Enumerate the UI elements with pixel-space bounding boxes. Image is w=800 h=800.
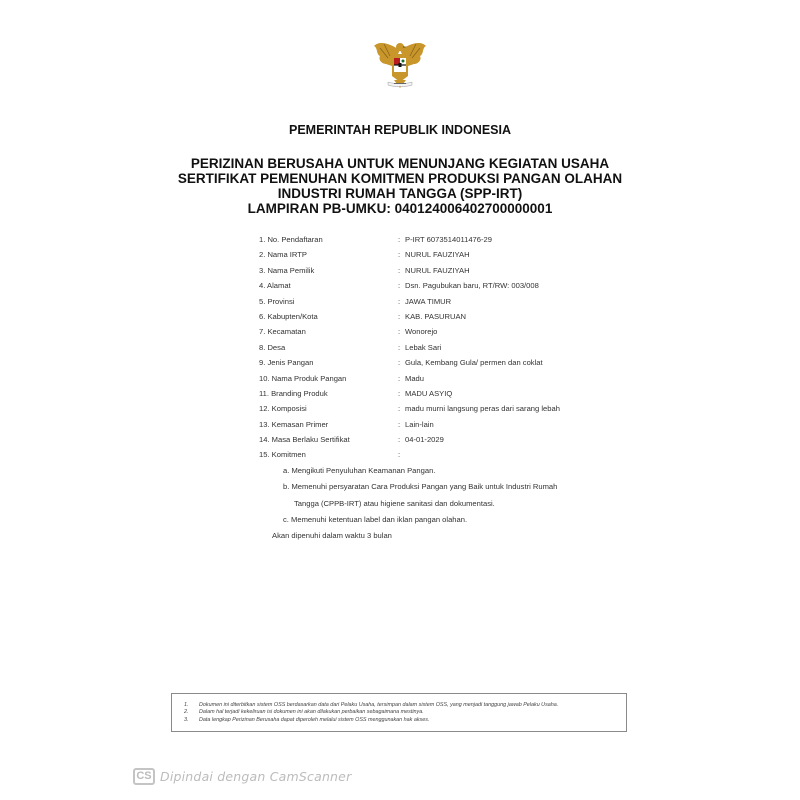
field-colon: : bbox=[398, 265, 401, 275]
field-value: P-IRT 6073514011476-29 bbox=[405, 235, 492, 244]
note-text: Data lengkap Perizinan Berusaha dapat diperoleh melalui sistem OSS menggunakan hak akses. bbox=[199, 716, 430, 723]
field-value: Lain-lain bbox=[405, 419, 434, 429]
field-komitmen bbox=[259, 449, 619, 464]
field-value: 04-01-2029 bbox=[405, 435, 444, 445]
field-value: Dsn. Pagubukan baru, RT/RW: 003/008 bbox=[405, 281, 539, 291]
field-alamat bbox=[259, 280, 619, 295]
field-label: 8. Desa bbox=[259, 342, 286, 352]
field-colon: : bbox=[398, 373, 401, 383]
footer-note-3 bbox=[184, 717, 558, 724]
garuda-emblem-icon bbox=[370, 36, 430, 94]
field-colon: : bbox=[398, 296, 401, 306]
field-value: KAB. PASURUAN bbox=[405, 311, 467, 321]
field-label: 13. Kemasan Primer bbox=[259, 419, 329, 429]
field-colon: : bbox=[398, 450, 401, 460]
field-colon: : bbox=[398, 342, 401, 352]
title-line-3: INDUSTRI RUMAH TANGGA (SPP-IRT) bbox=[277, 186, 523, 201]
note-text: Dokumen ini diterbitkan sistem OSS berdasarkan data dari Pelaku Usaha, tersimpan dalam sistem OSS, yang menjadi tanggung jawab Pelaku Usaha. bbox=[199, 702, 559, 708]
note-number: 1. bbox=[184, 702, 189, 708]
field-masa-berlaku bbox=[259, 434, 619, 449]
note-number: 2. bbox=[184, 709, 189, 716]
certificate-fields bbox=[259, 234, 619, 465]
field-colon: : bbox=[398, 358, 401, 368]
field-branding-produk bbox=[259, 388, 619, 403]
field-colon: : bbox=[398, 327, 401, 337]
field-value: MADU ASYIQ bbox=[405, 388, 453, 398]
footer-notes bbox=[184, 702, 558, 724]
commitment-c: c. Memenuhi ketentuan label dan iklan pangan olahan. bbox=[283, 515, 468, 524]
title-line-2: SERTIFIKAT PEMENUHAN KOMITMEN PRODUKSI PANGAN OLAHAN bbox=[177, 171, 623, 186]
commitment-b-continued: Tangga (CPPB-IRT) atau higiene sanitasi dan dokumentasi. bbox=[294, 499, 495, 508]
field-label: 1. No. Pendaftaran bbox=[259, 235, 323, 244]
footer-note-1 bbox=[184, 702, 558, 709]
camscanner-watermark bbox=[133, 768, 351, 785]
field-kemasan-primer bbox=[259, 419, 619, 434]
field-colon: : bbox=[398, 250, 401, 260]
camscanner-logo-icon: CS bbox=[133, 768, 155, 785]
note-number: 3. bbox=[184, 716, 189, 723]
field-label: 6. Kabupten/Kota bbox=[259, 311, 318, 321]
field-desa bbox=[259, 342, 619, 357]
field-colon: : bbox=[398, 404, 401, 414]
field-label: 10. Nama Produk Pangan bbox=[259, 373, 347, 383]
field-value: Lebak Sari bbox=[405, 342, 442, 352]
field-label: 5. Provinsi bbox=[259, 296, 295, 306]
footer-notes-box bbox=[171, 693, 627, 732]
field-label: 14. Masa Berlaku Sertifikat bbox=[259, 435, 350, 445]
field-label: 15. Komitmen bbox=[259, 450, 306, 460]
field-value: Madu bbox=[405, 373, 424, 383]
footer-note-2 bbox=[184, 709, 558, 716]
field-komposisi bbox=[259, 403, 619, 418]
document-title bbox=[0, 156, 800, 216]
field-label: 9. Jenis Pangan bbox=[259, 358, 314, 368]
field-label: 3. Nama Pemilik bbox=[259, 265, 315, 275]
field-value: NURUL FAUZIYAH bbox=[405, 250, 470, 260]
field-nama-irtp bbox=[259, 249, 619, 264]
field-no-pendaftaran bbox=[259, 234, 619, 249]
field-label: 4. Alamat bbox=[259, 281, 291, 291]
field-kecamatan bbox=[259, 326, 619, 341]
commitment-b: b. Memenuhi persyaratan Cara Produksi Pangan yang Baik untuk Industri Rumah bbox=[283, 482, 558, 491]
field-nama-pemilik bbox=[259, 265, 619, 280]
field-value: madu murni langsung peras dari sarang lebah bbox=[405, 404, 560, 414]
watermark-text: Dipindai dengan CamScanner bbox=[160, 769, 352, 784]
field-colon: : bbox=[398, 281, 401, 291]
field-label: 2. Nama IRTP bbox=[259, 250, 307, 260]
field-value: Gula, Kembang Gula/ permen dan coklat bbox=[405, 358, 543, 368]
field-jenis-pangan bbox=[259, 357, 619, 372]
field-label: 7. Kecamatan bbox=[259, 327, 306, 337]
field-colon: : bbox=[398, 435, 401, 445]
field-colon: : bbox=[398, 235, 401, 244]
note-text: Dalam hal terjadi kekeliruan isi dokumen ini akan dilakukan perbaikan sebagaimana mestinya. bbox=[199, 709, 424, 716]
field-colon: : bbox=[398, 311, 401, 321]
commitment-deadline: Akan dipenuhi dalam waktu 3 bulan bbox=[272, 531, 392, 540]
title-line-1: PERIZINAN BERUSAHA UNTUK MENUNJANG KEGIATAN USAHA bbox=[190, 156, 610, 171]
government-title: PEMERINTAH REPUBLIK INDONESIA bbox=[288, 123, 511, 137]
field-value: NURUL FAUZIYAH bbox=[405, 265, 470, 275]
field-provinsi bbox=[259, 296, 619, 311]
field-value: Wonorejo bbox=[405, 327, 438, 337]
field-label: 11. Branding Produk bbox=[259, 388, 328, 398]
field-kabupaten-kota bbox=[259, 311, 619, 326]
field-value: JAWA TIMUR bbox=[405, 296, 452, 306]
field-label: 12. Komposisi bbox=[259, 404, 307, 414]
field-nama-produk-pangan bbox=[259, 373, 619, 388]
title-line-4-pb-umku: LAMPIRAN PB-UMKU: 040124006402700000001 bbox=[247, 201, 553, 216]
commitment-a: a. Mengikuti Penyuluhan Keamanan Pangan. bbox=[283, 466, 436, 475]
field-colon: : bbox=[398, 419, 401, 429]
field-colon: : bbox=[398, 388, 401, 398]
